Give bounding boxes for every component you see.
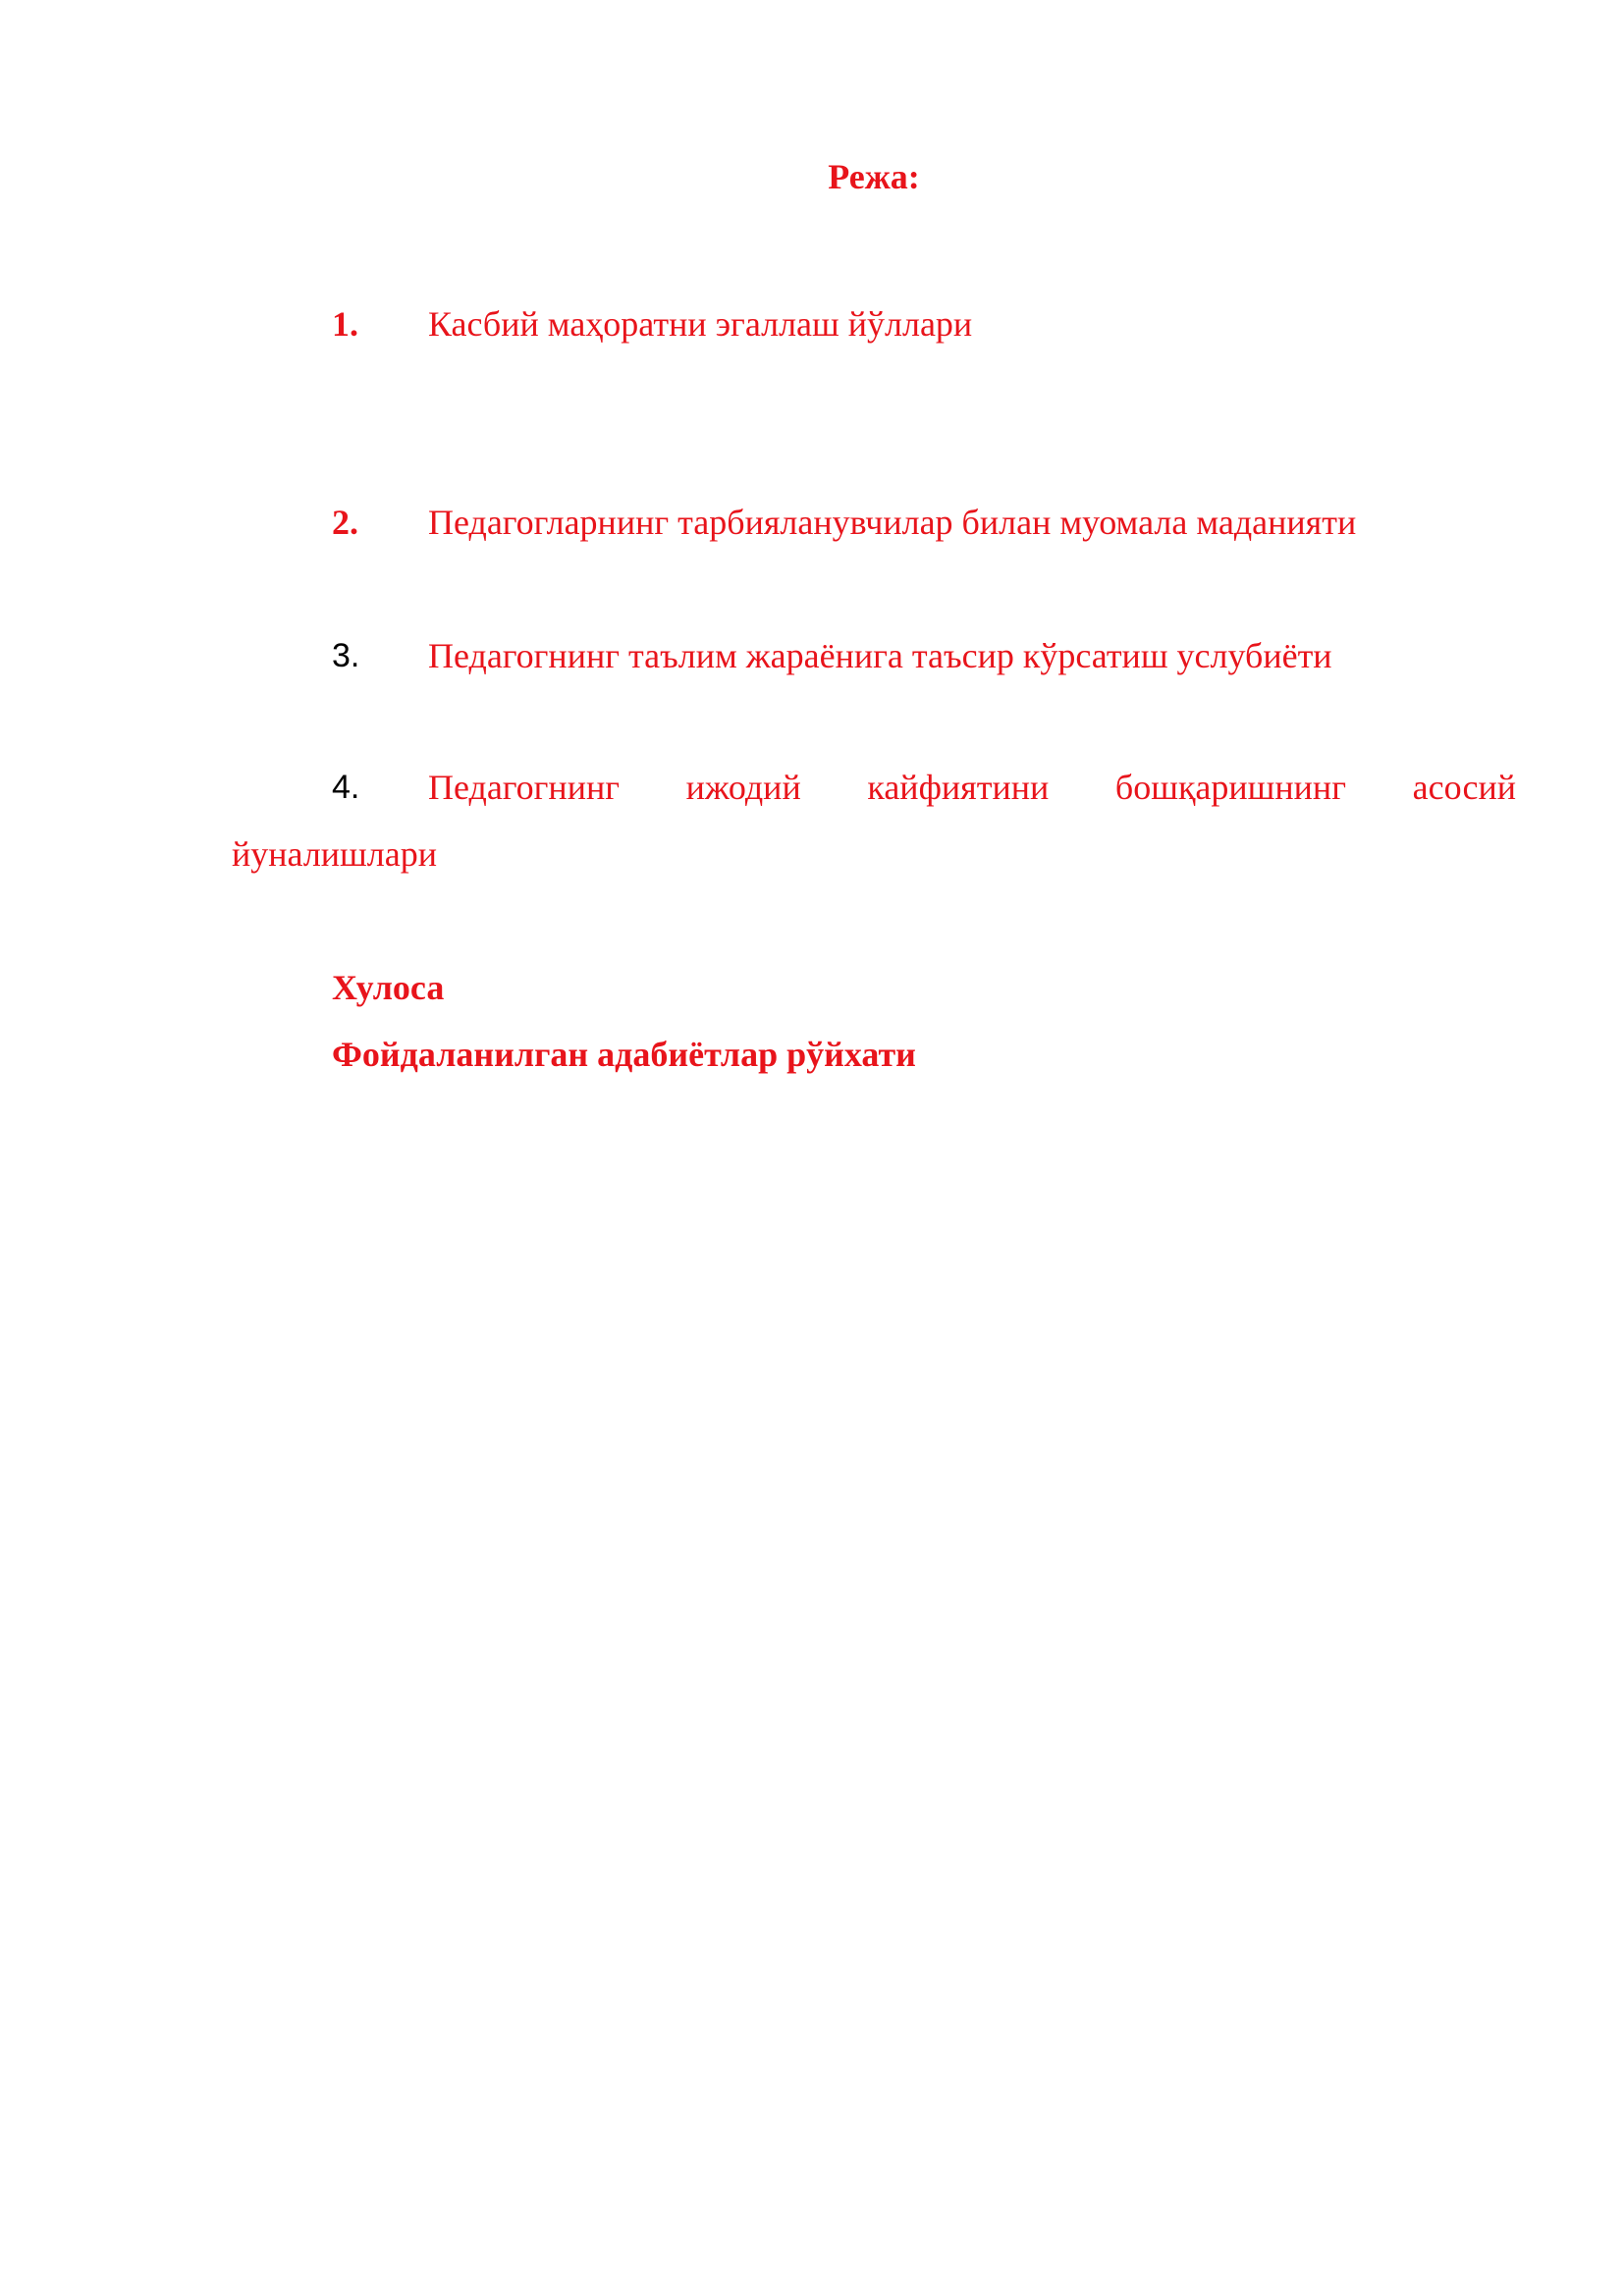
- item-number: 1.: [332, 304, 358, 344]
- item-text: Педагогларнинг тарбияланувчилар билан муомала маданияти: [428, 503, 1357, 542]
- item-text: Педагогнинг таълим жараёнига таъсир кўрсатиш услубиёти: [428, 636, 1332, 675]
- references-heading: Фойдаланилган адабиётлар рўйхати: [332, 1035, 916, 1074]
- conclusion-heading: Хулоса: [332, 968, 445, 1007]
- item-number: 4.: [332, 769, 360, 806]
- item-word: бошқаришнинг: [1114, 768, 1346, 807]
- item-text: Касбий маҳоратни эгаллаш йўллари: [428, 304, 973, 344]
- plan-item-4: [232, 766, 1516, 876]
- item-number: 3.: [332, 637, 360, 674]
- item-word: ижодий: [685, 768, 801, 807]
- page-title: Режа:: [828, 157, 920, 196]
- item-text-continuation: йуналишлари: [232, 834, 437, 874]
- item-word: Педагогнинг: [428, 768, 620, 807]
- item-word: кайфиятини: [867, 768, 1050, 807]
- item-number: 2.: [332, 503, 358, 542]
- item-text-justified: [428, 766, 1516, 809]
- item-word: асосий: [1412, 768, 1516, 807]
